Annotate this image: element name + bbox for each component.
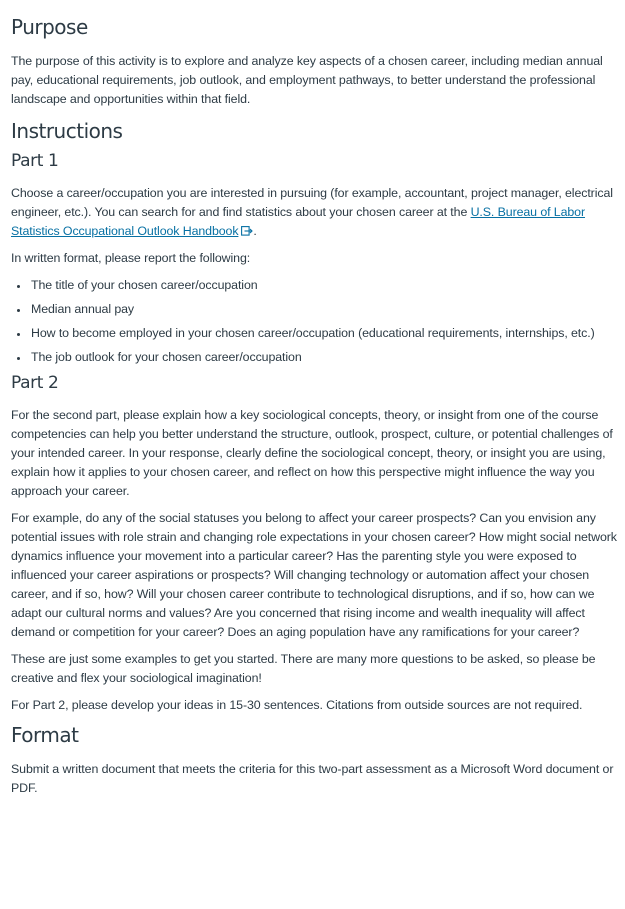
part1-intro-text: Choose a career/occupation you are interested in pursuing (for example, accountant, project manager, electrical engineer, etc.). You can search for and find statistics about your chosen career at the bbox=[11, 186, 613, 219]
instructions-heading: Instructions bbox=[11, 119, 123, 143]
external-link-icon bbox=[241, 223, 253, 233]
report-list bbox=[11, 276, 617, 367]
part1-intro bbox=[11, 184, 617, 241]
list-item: Median annual pay bbox=[31, 300, 617, 319]
part2-paragraph: These are just some examples to get you started. There are many more questions to be asked, so please be creative and flex your sociological imagination! bbox=[11, 652, 596, 685]
report-prompt: In written format, please report the following: bbox=[11, 251, 251, 265]
list-item: How to become employed in your chosen career/occupation (educational requirements, internships, etc.) bbox=[31, 324, 617, 343]
part2-paragraph: For the second part, please explain how a key sociological concepts, theory, or insight from one of the course competencies can help you better understand the structure, outlook, prospect, culture, or potential challenges of your intended career. In your response, clearly define the sociological concept, theory, or insight you are using, explain how it applies to your chosen career, and reflect on how this perspective might influence the way you approach your career. bbox=[11, 408, 613, 498]
part2-heading: Part 2 bbox=[11, 373, 59, 393]
part1-heading: Part 1 bbox=[11, 151, 59, 171]
list-item: The title of your chosen career/occupation bbox=[31, 276, 617, 295]
bls-handbook-link-text[interactable]: U.S. Bureau of Labor Statistics Occupational Outlook Handbook bbox=[11, 205, 585, 238]
assignment-content bbox=[0, 15, 625, 798]
part2-paragraph: For Part 2, please develop your ideas in 15-30 sentences. Citations from outside sources are not required. bbox=[11, 698, 583, 712]
list-item: The job outlook for your chosen career/occupation bbox=[31, 348, 617, 367]
purpose-heading: Purpose bbox=[11, 15, 88, 39]
format-heading: Format bbox=[11, 723, 79, 747]
part1-intro-end: . bbox=[253, 224, 257, 238]
purpose-text: The purpose of this activity is to explore and analyze key aspects of a chosen career, including median annual pay, educational requirements, job outlook, and employment pathways, to better understand the professional landscape and opportunities within that field. bbox=[11, 54, 603, 106]
part2-paragraph: For example, do any of the social statuses you belong to affect your career prospects? Can you envision any potential issues with role strain and changing role expectations in your chosen career? How might social network dynamics influence your movement into a particular career? Has the parenting style you were exposed to influenced your career aspirations or prospects? Will changing technology or automation affect your chosen career, and if so, how? Will your chosen career contribute to technological disruptions, and if so, how can we adapt our cultural norms and values? Are you concerned that rising income and wealth inequality will affect demand or competition for your career? Does an aging population have any ramifications for your career? bbox=[11, 511, 617, 639]
format-text: Submit a written document that meets the criteria for this two-part assessment as a Microsoft Word document or PDF. bbox=[11, 762, 614, 795]
